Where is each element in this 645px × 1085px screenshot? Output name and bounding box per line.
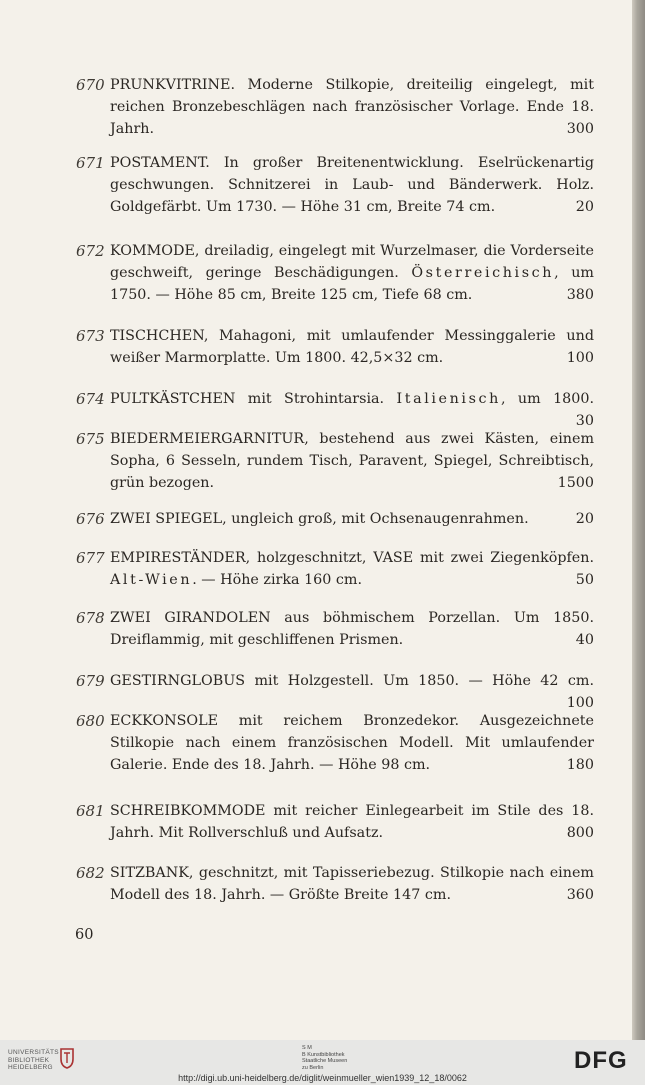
lot-number: 679 [76,672,105,690]
book-page-edge [632,0,645,1040]
description-text: GESTIRNGLOBUS mit Holzgestell. Um 1850. — Höhe 42 cm. [110,673,594,689]
lot-price: 30 [572,410,594,432]
lot-description [110,240,594,306]
lot-description [110,547,594,591]
lot-description [110,152,594,218]
lot-number: 680 [76,712,105,730]
lot-description [110,800,594,844]
lot-price: 380 [563,284,594,306]
lot-entry [76,74,594,140]
dfg-logo[interactable]: DFG [574,1047,628,1074]
description-text: PRUNKVITRINE. Moderne Stilkopie, dreiteilig eingelegt, mit reichen Bronzebeschlägen nach französischer Vorlage. Ende 18. Jahrh. [110,77,594,137]
description-text: ZWEI SPIEGEL, ungleich groß, mit Ochsenaugenrahmen. [110,511,529,527]
origin-text: Österreichisch [411,265,555,281]
lot-number: 678 [76,609,105,627]
lot-price: 100 [563,692,594,714]
page-number: 60 [75,927,94,943]
lot-price: 180 [563,754,594,776]
lot-entry [76,547,594,591]
lot-price: 20 [572,508,594,530]
lot-number: 670 [76,76,105,94]
lot-number: 675 [76,430,105,448]
lot-number: 674 [76,390,105,408]
lot-price: 300 [563,118,594,140]
lot-entry [76,670,594,714]
lot-description [110,428,594,494]
lot-entry [76,240,594,306]
lot-description [110,325,594,369]
lot-number: 677 [76,549,105,567]
description-text: . — Höhe zirka 160 cm. [192,572,363,588]
lot-price: 50 [572,569,594,591]
lot-description [110,508,594,530]
description-text: ECKKONSOLE mit reichem Bronzedekor. Ausgezeichnete Stilkopie nach einem französischen Modell. Mit umlaufender Galerie. Ende des 18. Jahrh. — Höhe 98 cm. [110,713,594,773]
lot-entry [76,325,594,369]
heidelberg-seal-icon [58,1047,76,1069]
origin-text: Italienisch [396,391,501,407]
lot-number: 672 [76,242,105,260]
university-library-logo[interactable]: UNIVERSITÄTS BIBLIOTHEK HEIDELBERG [8,1049,59,1071]
description-text: POSTAMENT. In großer Breitenentwicklung. Eselrückenartig geschwungen. Schnitzerei in Laub- und Bänderwerk. Holz. Goldgefärbt. Um 1730. — Höhe 31 cm, Breite 74 cm. [110,155,594,215]
lot-number: 676 [76,510,105,528]
origin-text: Alt-Wien [110,572,193,588]
lot-entry [76,862,594,906]
lot-number: 681 [76,802,105,820]
lot-description [110,670,594,714]
lot-entry [76,607,594,651]
lot-description [110,388,594,432]
lot-number: 671 [76,154,105,172]
description-text: SITZBANK, geschnitzt, mit Tapisseriebezug. Stilkopie nach einem Modell des 18. Jahrh. — Größte Breite 147 cm. [110,865,594,903]
digitization-footer [0,1040,645,1085]
description-text: ZWEI GIRANDOLEN aus böhmischem Porzellan. Um 1850. Dreiflammig, mit geschliffenen Prismen. [110,610,594,648]
lot-price: 20 [572,196,594,218]
description-text: EMPIRESTÄNDER, holzgeschnitzt, VASE mit zwei Ziegenköpfen. [110,550,594,566]
lot-description [110,607,594,651]
lot-description [110,74,594,140]
description-text: , um 1800. [500,391,594,407]
lot-price: 1500 [554,472,594,494]
lot-price: 40 [572,629,594,651]
description-text: KOMMODE, dreiladig, eingelegt mit Wurzelmaser, die Vorderseite geschweift, geringe Beschädigungen. [110,243,594,281]
lot-price: 360 [563,884,594,906]
description-text: SCHREIBKOMMODE mit reicher Einlegearbeit im Stile des 18. Jahrh. Mit Rollverschluß und Aufsatz. [110,803,594,841]
lot-entry [76,710,594,776]
lot-description [110,710,594,776]
lot-entry [76,388,594,432]
lot-number: 673 [76,327,105,345]
description-text: BIEDERMEIERGARNITUR, bestehend aus zwei Kästen, einem Sopha, 6 Sesseln, rundem Tisch, Paravent, Spiegel, Schreibtisch, grün bezogen. [110,431,594,491]
lot-price: 100 [563,347,594,369]
description-text: , um 1750. — Höhe 85 cm, Breite 125 cm, Tiefe 68 cm. [110,265,594,303]
lot-entry [76,428,594,494]
source-url[interactable]: http://digi.ub.uni-heidelberg.de/diglit/weinmueller_wien1939_12_18/0062 [178,1073,467,1083]
lot-entry [76,152,594,218]
description-text: TISCHCHEN, Mahagoni, mit umlaufender Messinggalerie und weißer Marmorplatte. Um 1800. 42,5×32 cm. [110,328,594,366]
lot-description [110,862,594,906]
description-text: PULTKÄSTCHEN mit Strohintarsia. [110,391,397,407]
lot-number: 682 [76,864,105,882]
lot-entry [76,508,594,530]
lot-price: 800 [563,822,594,844]
museum-stamp: S M B Kunstbibliothek Staatliche Museen zu Berlin [302,1045,348,1071]
lot-entry [76,800,594,844]
